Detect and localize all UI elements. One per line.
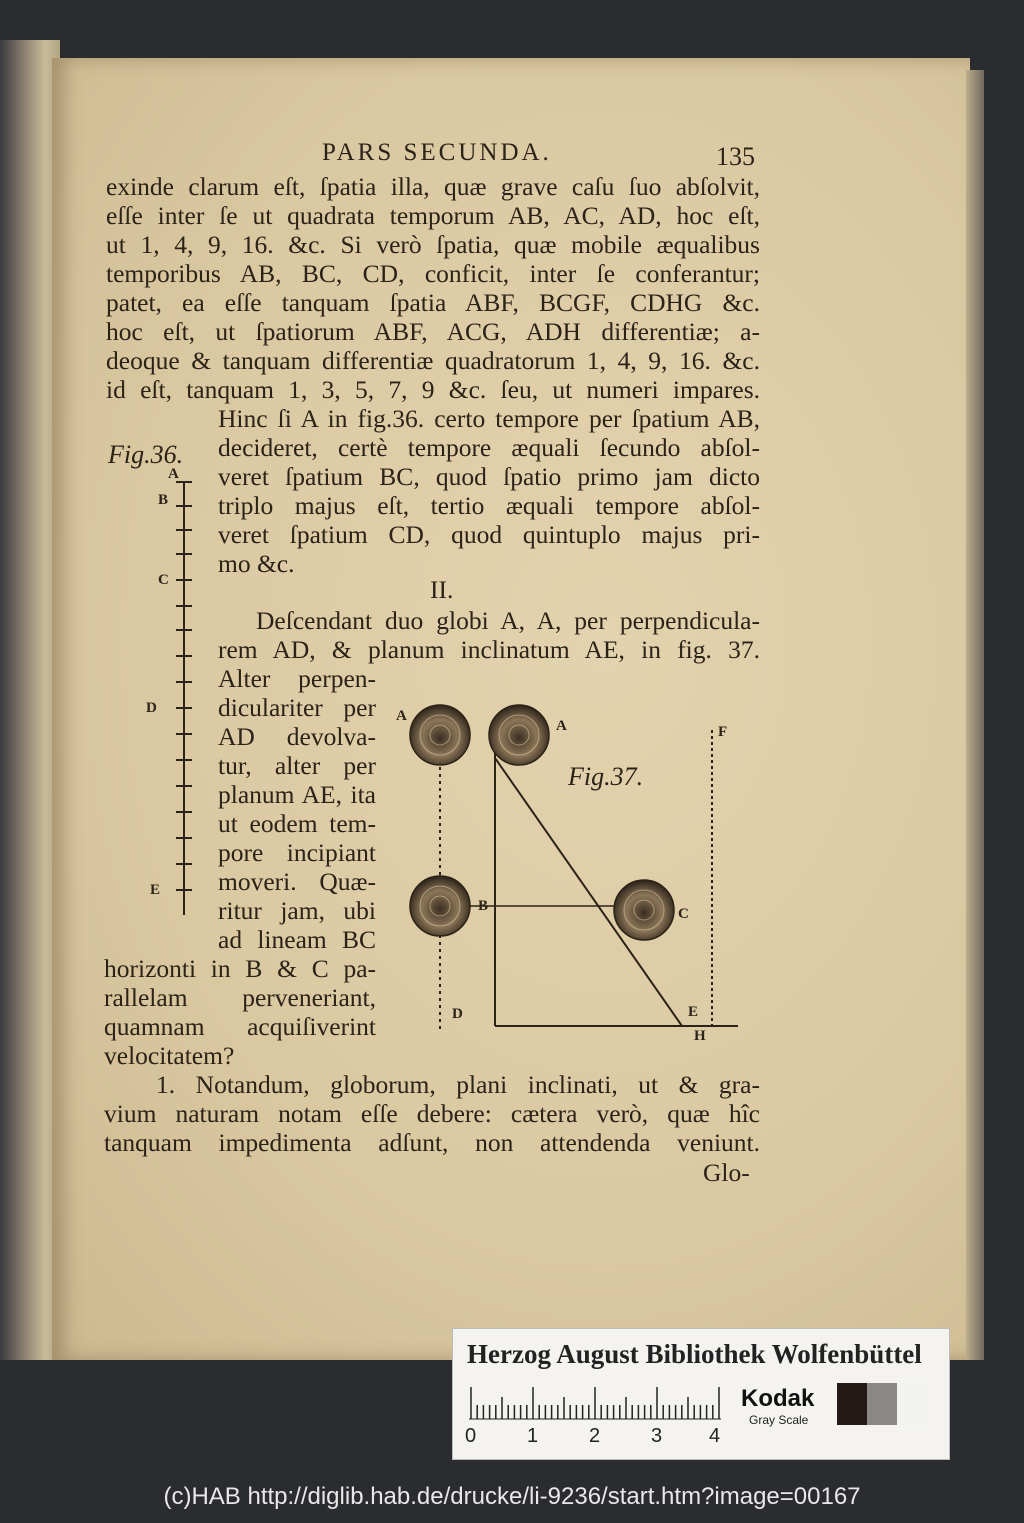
running-title: PARS SECUNDA. — [322, 139, 552, 166]
ruler-number: 1 — [527, 1425, 539, 1447]
ruler-scale — [469, 1385, 721, 1421]
text-line: veret ſpatium BC, quod ſpatio primo jam dicto — [218, 462, 760, 491]
fig37-point-d: D — [452, 1006, 463, 1022]
text-line: id eſt, tanquam 1, 3, 5, 7, 9 &c. ſeu, ut numeri impares. — [106, 375, 760, 404]
text-line: triplo majus eſt, tertio æquali tempore abſol- — [218, 491, 760, 520]
page-number: 135 — [716, 142, 755, 171]
text-line: horizonti in B & C pa- — [104, 954, 376, 983]
text-line: ad lineam BC — [218, 925, 376, 954]
text-line: patet, ea eſſe tanquam ſpatia ABF, BCGF, CDHG &c. — [106, 288, 760, 317]
text-line: diculariter per — [218, 693, 376, 722]
fig37-point-a-left: A — [396, 708, 407, 724]
ruler-number: 4 — [709, 1425, 721, 1447]
text-line: velocitatem? — [104, 1041, 235, 1070]
section-heading: II. — [430, 575, 454, 604]
text-line: decideret, certè tempore æquali ſecundo abſol- — [218, 433, 760, 462]
swatch-light — [897, 1383, 927, 1425]
source-credit: (c)HAB http://diglib.hab.de/drucke/li-9236/start.htm?image=00167 — [163, 1483, 861, 1510]
fig37-point-c: C — [678, 906, 689, 922]
text-line: temporibus AB, BC, CD, conficit, inter ſe conferantur; — [106, 259, 760, 288]
text-line: Alter perpen- — [218, 664, 376, 693]
fig36-point-e: E — [150, 882, 161, 898]
ruler-number: 0 — [465, 1425, 477, 1447]
text-line: deoque & tanquam differentiæ quadratorum 1, 4, 9, 16. &c. — [106, 346, 760, 375]
fig36-point-d: D — [146, 700, 157, 716]
fig36-label: Fig.36. — [108, 440, 184, 469]
fig37-point-b: B — [478, 898, 489, 914]
fig37-point-a-right: A — [556, 718, 567, 734]
catchword: Glo- — [703, 1158, 750, 1187]
kodak-logo: Kodak — [741, 1385, 815, 1412]
text-line: veret ſpatium CD, quod quintuplo majus pri- — [218, 520, 760, 549]
text-line: AD devolva- — [218, 722, 376, 751]
fig37-label: Fig.37. — [568, 762, 644, 791]
text-line: vium naturam notam eſſe debere: cætera verò, quæ hîc — [104, 1099, 760, 1128]
text-line: rem AD, & planum inclinatum AE, in fig. 37. — [218, 635, 760, 664]
text-line: planum AE, ita — [218, 780, 376, 809]
text-line: hoc eſt, ut ſpatiorum ABF, ACG, ADH differentiæ; a- — [106, 317, 760, 346]
fig37-point-h: H — [694, 1028, 706, 1044]
text-line: ut eodem tem- — [218, 809, 376, 838]
swatch-dark — [837, 1383, 867, 1425]
text-line: Hinc ſi A in fig.36. certo tempore per ſpatium AB, — [218, 404, 760, 433]
fig36-point-b: B — [158, 492, 169, 508]
text-line: mo &c. — [218, 549, 295, 578]
text-line: quamnam acquiſiverint — [104, 1012, 376, 1041]
text-line: pore incipiant — [218, 838, 376, 867]
text-line: ritur jam, ubi — [218, 896, 376, 925]
text-line: ut 1, 4, 9, 16. &c. Si verò ſpatia, quæ mobile æqualibus — [106, 230, 760, 259]
text-line: Deſcendant duo globi A, A, per perpendicula- — [256, 606, 760, 635]
ruler-number: 3 — [651, 1425, 663, 1447]
color-reference-card — [452, 1328, 950, 1460]
gray-scale-label: Gray Scale — [749, 1413, 809, 1427]
text-line: tanquam impedimenta adſunt, non attendenda veniunt. — [104, 1128, 760, 1157]
card-title: Herzog August Bibliothek Wolfenbüttel — [467, 1339, 922, 1369]
fig37-point-f: F — [718, 724, 728, 740]
ruler-number: 2 — [589, 1425, 601, 1447]
book-edge-right — [966, 70, 984, 1360]
text-line: tur, alter per — [218, 751, 376, 780]
text-line: exinde clarum eſt, ſpatia illa, quæ grave caſu ſuo abſolvit, — [106, 172, 760, 201]
text-line: rallelam perveneriant, — [104, 983, 376, 1012]
text-line: moveri. Quæ- — [218, 867, 376, 896]
book-edge-left-inner — [0, 40, 60, 1360]
fig37-point-e: E — [688, 1004, 699, 1020]
text-line: eſſe inter ſe ut quadrata temporum AB, AC, AD, hoc eſt, — [106, 201, 760, 230]
swatch-mid — [867, 1383, 897, 1425]
text-line: 1. Notandum, globorum, plani inclinati, ut & gra- — [156, 1070, 760, 1099]
fig36-point-a: A — [168, 466, 179, 482]
fig37-diagram — [392, 690, 752, 1050]
fig36-point-c: C — [158, 572, 169, 588]
